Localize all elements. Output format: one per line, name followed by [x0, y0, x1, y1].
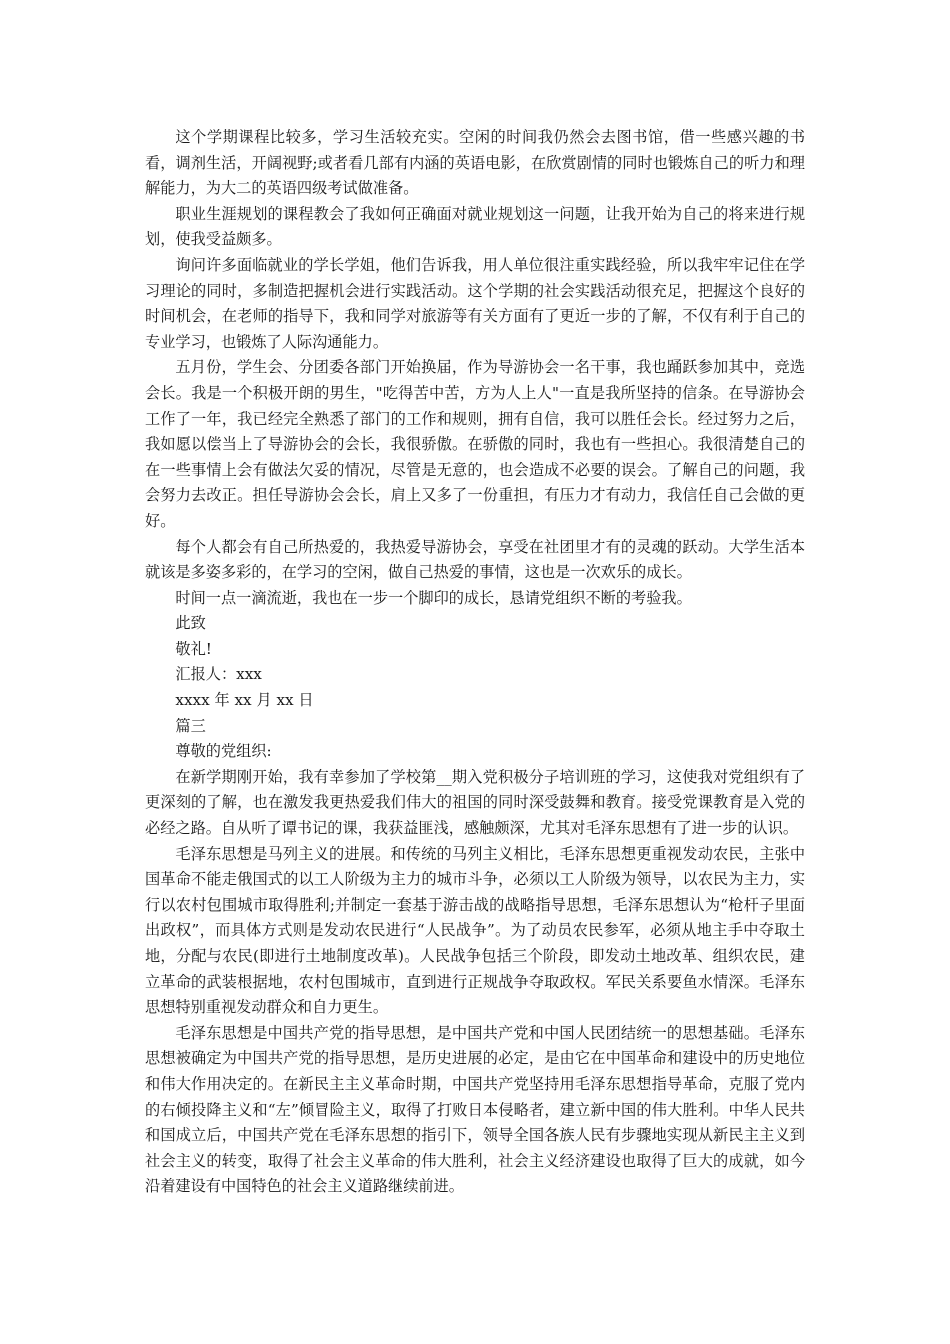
paragraph-mao-thought-guidance: 毛泽东思想是中国共产党的指导思想，是中国共产党和中国人民团结统一的思想基础。毛泽东思想被确定为中国共产党的指导思想，是历史进展的必定，是由它在中国革命和建设中的历史地位和伟大作用决定的。在新民主主义革命时期，中国共产党坚持用毛泽东思想指导革命，克服了党内的右倾投降主义和“左”倾冒险主义，取得了打败日本侵略者，建立新中国的伟大胜利。中华人民共和国成立后，中国共产党在毛泽东思想的指引下，领导全国各族人民有步骤地实现从新民主主义到社会主义的转变，取得了社会主义革命的伟大胜利，社会主义经济建设也取得了巨大的成就，如今沿着建设有中国特色的社会主义道路继续前进。: [145, 1023, 805, 1196]
paragraph-closing: 时间一点一滴流逝，我也在一步一个脚印的成长，恳请党组织不断的考验我。: [175, 588, 692, 607]
paragraph-study-life: 这个学期课程比较多，学习生活较充实。空闲的时间我仍然会去图书馆，借一些感兴趣的书看，调剂生活，开阔视野;或者看几部有内涵的英语电影，在欣赏剧情的同时也锻炼自己的听力和理解能力，为大二的英语四级考试做准备。: [145, 128, 805, 198]
document-body: [145, 125, 805, 1200]
paragraph-mao-thought-development: 毛泽东思想是马列主义的进展。和传统的马列主义相比，毛泽东思想更重视发动农民，主张中国革命不能走俄国式的以工人阶级为主力的城市斗争，必须以工人阶级为领导，以农民为主力，实行以农村包围城市取得胜利;并制定一套基于游击战的战略指导思想，毛泽东思想认为“枪杆子里面出政权”，而具体方式则是发动农民进行“人民战争”。为了动员农民参军，必须从地主手中夺取土地，分配与农民(即进行土地制度改革)。人民战争包括三个阶段，即发动土地改革、组织农民，建立革命的武装根据地，农村包围城市，直到进行正规战争夺取政权。军民关系要鱼水情深。毛泽东思想特别重视发动群众和自力更生。: [145, 844, 805, 1017]
paragraph-practice: 询问许多面临就业的学长学姐，他们告诉我，用人单位很注重实践经验，所以我牢牢记住在学习理论的同时，多制造把握机会进行实践活动。这个学期的社会实践活动很充足，把握这个良好的时间机会，在老师的指导下，我和同学对旅游等有关方面有了更近一步的了解，不仅有利于自己的专业学习，也锻炼了人际沟通能力。: [145, 255, 805, 351]
salutation-jingli: 敬礼!: [175, 639, 212, 658]
greeting-line: 尊敬的党组织:: [175, 742, 272, 761]
paragraph-training: 在新学期刚开始，我有幸参加了学校第__期入党积极分子培训班的学习，这使我对党组织有了更深刻的了解，也在激发我更热爱我们伟大的祖国的同时深受鼓舞和教育。接受党课教育是入党的必经之路。自从听了谭书记的课，我获益匪浅，感触颇深，尤其对毛泽东思想有了进一步的认识。: [145, 767, 805, 838]
date-line: xxxx 年 xx 月 xx 日: [175, 691, 314, 710]
paragraph-hobby: 每个人都会有自己所热爱的，我热爱导游协会，享受在社团里才有的灵魂的跃动。大学生活本就该是多姿多彩的，在学习的空闲，做自己热爱的事情，这也是一次欢乐的成长。: [145, 537, 805, 582]
reporter-line: 汇报人：xxx: [175, 665, 262, 684]
salutation-cizhi: 此致: [175, 614, 206, 633]
paragraph-guide-association: 五月份，学生会、分团委各部门开始换届，作为导游协会一名干事，我也踊跃参加其中，竞选会长。我是一个积极开朗的男生，"吃得苦中苦，方为人上人"一直是我所坚持的信条。在导游协会工作了一年，我已经完全熟悉了部门的工作和规则，拥有自信，我可以胜任会长。经过努力之后，我如愿以偿当上了导游协会的会长，我很骄傲。在骄傲的同时，我也有一些担心。我很清楚自己的在一些事情上会有做法欠妥的情况，尽管是无意的，也会造成不必要的误会。了解自己的问题，我会努力去改正。担任导游协会会长，肩上又多了一份重担，有压力才有动力，我信任自己会做的更好。: [145, 358, 805, 530]
section-heading: 篇三: [175, 716, 206, 735]
paragraph-career-planning: 职业生涯规划的课程教会了我如何正确面对就业规划这一问题，让我开始为自己的将来进行规划，使我受益颇多。: [145, 204, 805, 249]
